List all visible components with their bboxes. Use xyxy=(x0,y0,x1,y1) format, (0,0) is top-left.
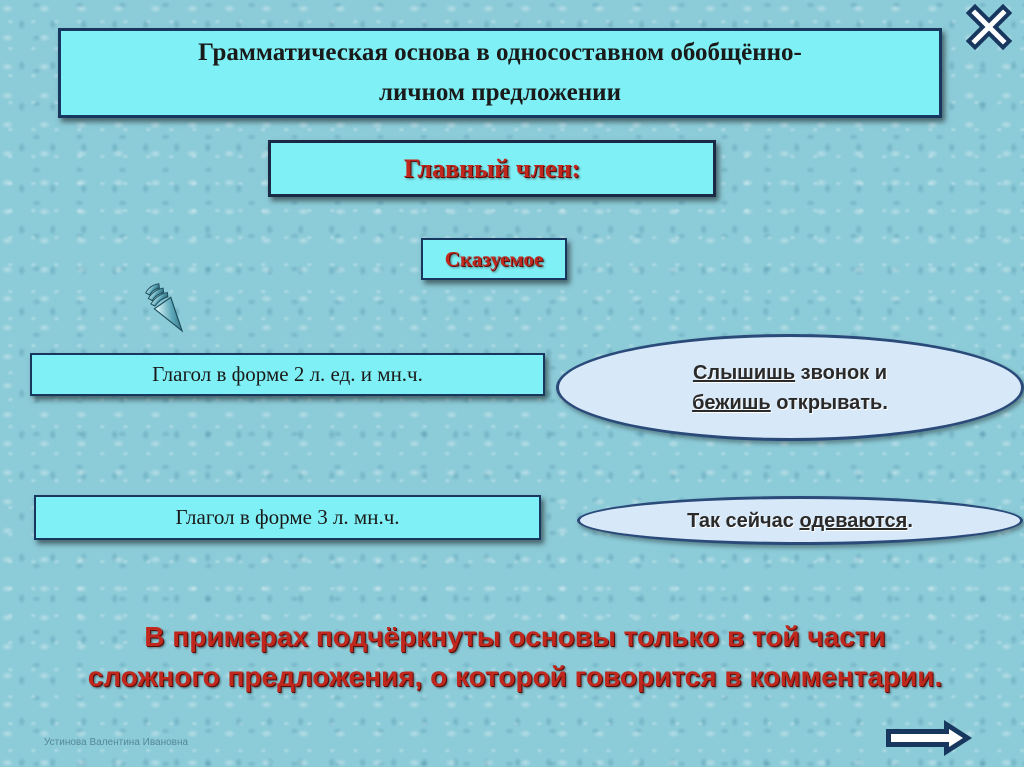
note-line-1: В примерах подчёркнуты основы только в той части xyxy=(144,621,886,652)
example-text-2 xyxy=(687,506,913,536)
title-line-2: личном предложении xyxy=(379,79,621,106)
example-2-text-1: Так сейчас xyxy=(687,509,800,532)
example-1-text-1: звонок и xyxy=(795,361,888,384)
example-1-underlined-2: бежишь xyxy=(692,391,771,414)
comment-note xyxy=(30,617,1000,697)
example-ellipse-1 xyxy=(556,334,1024,441)
example-1-underlined-1: Слышишь xyxy=(692,361,796,384)
main-member-box xyxy=(268,140,716,197)
close-icon[interactable] xyxy=(966,4,1012,50)
example-ellipse-2 xyxy=(577,496,1023,545)
note-line-2: сложного предложения, о которой говорится в комментарии. xyxy=(87,661,943,692)
verb-form-label-2: Глагол в форме 3 л. мн.ч. xyxy=(175,505,400,529)
title-line-1: Грамматическая основа в односоставном обобщённо- xyxy=(198,39,802,66)
verb-form-box-2 xyxy=(34,495,541,540)
author-watermark: Устинова Валентина Ивановна xyxy=(44,737,189,748)
title-box xyxy=(58,28,942,118)
verb-form-box-1 xyxy=(30,353,545,396)
arrow-right-icon[interactable] xyxy=(882,716,976,760)
predicate-box xyxy=(421,238,567,280)
slide-title xyxy=(198,33,802,113)
example-2-underlined: одеваются xyxy=(799,509,908,532)
predicate-label: Сказуемое xyxy=(444,246,544,271)
spiral-cursor-icon xyxy=(136,278,196,338)
example-text-1 xyxy=(692,358,888,418)
example-2-text-2: . xyxy=(907,509,913,532)
example-1-text-2: открывать. xyxy=(770,391,888,414)
verb-form-label-1: Глагол в форме 2 л. ед. и мн.ч. xyxy=(152,362,423,386)
main-member-label: Главный член: xyxy=(403,153,581,183)
